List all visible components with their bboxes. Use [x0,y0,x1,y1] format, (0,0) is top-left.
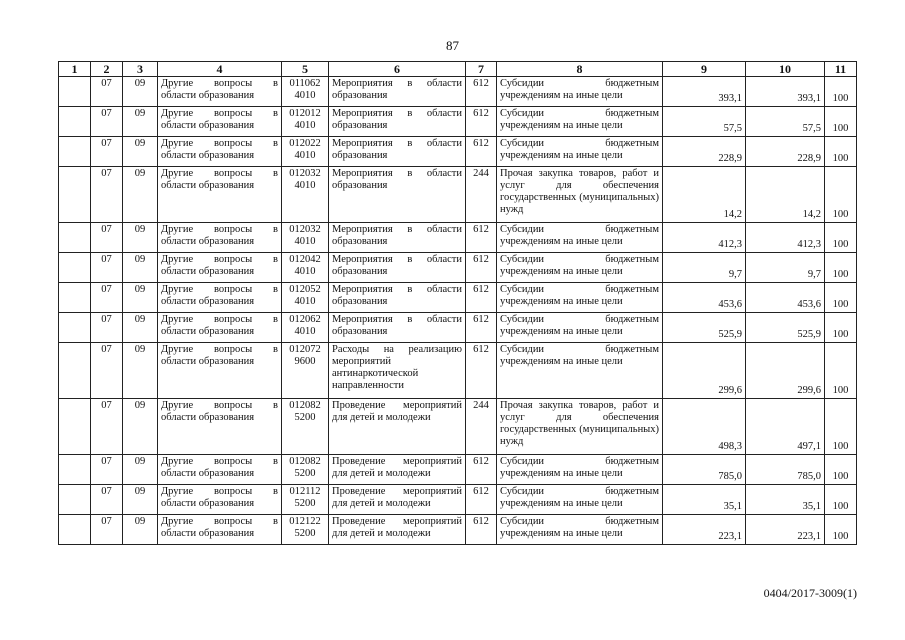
cell-subsection: 09 [123,223,158,253]
cell-subsection: 09 [123,313,158,343]
table-row [59,107,857,137]
column-header-4: 4 [158,62,282,77]
cell-executed: 412,3 [746,223,825,253]
cell-expense-type: 244 [466,399,497,455]
table-row [59,399,857,455]
cell-planned: 57,5 [663,107,746,137]
cell-executed: 299,6 [746,343,825,399]
cell-percent: 100 [825,167,857,223]
column-header-3: 3 [123,62,158,77]
cell-subsection: 09 [123,485,158,515]
cell-planned: 785,0 [663,455,746,485]
cell-target-article: 012012 4010 [282,107,329,137]
table-row [59,137,857,167]
cell-planned: 228,9 [663,137,746,167]
cell-expense-type-name: Субсидии бюджетным учреждениям на иные цели [497,77,663,107]
cell-expense-type: 612 [466,253,497,283]
cell-col1 [59,515,91,545]
cell-section-name: Другие вопросы в области образования [158,77,282,107]
cell-subsection: 09 [123,343,158,399]
cell-percent: 100 [825,515,857,545]
cell-section: 07 [91,313,123,343]
cell-expense-type-name: Субсидии бюджетным учреждениям на иные цели [497,313,663,343]
cell-target-article: 012042 4010 [282,253,329,283]
cell-expense-type-name: Субсидии бюджетным учреждениям на иные цели [497,137,663,167]
cell-planned: 223,1 [663,515,746,545]
cell-section-name: Другие вопросы в области образования [158,313,282,343]
cell-planned: 525,9 [663,313,746,343]
cell-subsection: 09 [123,137,158,167]
cell-col1 [59,167,91,223]
cell-article-name: Мероприятия в области образования [329,77,466,107]
cell-section: 07 [91,137,123,167]
cell-col1 [59,253,91,283]
cell-executed: 57,5 [746,107,825,137]
cell-article-name: Мероприятия в области образования [329,137,466,167]
document-code: 0404/2017-3009(1) [763,586,857,600]
cell-section: 07 [91,343,123,399]
cell-section: 07 [91,253,123,283]
cell-article-name: Проведение мероприятий для детей и молодежи [329,455,466,485]
cell-planned: 453,6 [663,283,746,313]
cell-subsection: 09 [123,515,158,545]
cell-expense-type: 612 [466,283,497,313]
cell-section-name: Другие вопросы в области образования [158,137,282,167]
column-header-9: 9 [663,62,746,77]
cell-section: 07 [91,485,123,515]
cell-expense-type: 612 [466,223,497,253]
cell-article-name: Мероприятия в области образования [329,223,466,253]
cell-section: 07 [91,167,123,223]
cell-section: 07 [91,515,123,545]
cell-percent: 100 [825,399,857,455]
cell-executed: 393,1 [746,77,825,107]
cell-section-name: Другие вопросы в области образования [158,107,282,137]
cell-section: 07 [91,455,123,485]
cell-section: 07 [91,223,123,253]
page-number: 87 [446,38,459,53]
cell-expense-type: 612 [466,485,497,515]
cell-col1 [59,399,91,455]
cell-expense-type: 612 [466,107,497,137]
cell-subsection: 09 [123,167,158,223]
cell-percent: 100 [825,253,857,283]
header-row [59,62,857,77]
cell-section: 07 [91,399,123,455]
cell-col1 [59,283,91,313]
cell-planned: 9,7 [663,253,746,283]
cell-section-name: Другие вопросы в области образования [158,253,282,283]
cell-section-name: Другие вопросы в области образования [158,399,282,455]
cell-expense-type-name: Субсидии бюджетным учреждениям на иные цели [497,253,663,283]
cell-subsection: 09 [123,399,158,455]
column-header-6: 6 [329,62,466,77]
column-header-11: 11 [825,62,857,77]
cell-expense-type: 612 [466,343,497,399]
cell-executed: 525,9 [746,313,825,343]
cell-percent: 100 [825,485,857,515]
table-row [59,77,857,107]
cell-expense-type-name: Субсидии бюджетным учреждениям на иные цели [497,485,663,515]
cell-target-article: 012022 4010 [282,137,329,167]
cell-expense-type: 612 [466,515,497,545]
cell-article-name: Мероприятия в области образования [329,283,466,313]
cell-percent: 100 [825,107,857,137]
cell-percent: 100 [825,455,857,485]
table-row [59,223,857,253]
table-row [59,343,857,399]
table-body [59,77,857,545]
cell-col1 [59,223,91,253]
cell-expense-type-name: Субсидии бюджетным учреждениям на иные цели [497,515,663,545]
cell-planned: 498,3 [663,399,746,455]
column-header-1: 1 [59,62,91,77]
cell-col1 [59,137,91,167]
column-header-2: 2 [91,62,123,77]
table-row [59,283,857,313]
cell-target-article: 012052 4010 [282,283,329,313]
cell-target-article: 012032 4010 [282,167,329,223]
cell-subsection: 09 [123,107,158,137]
cell-article-name: Мероприятия в области образования [329,107,466,137]
cell-article-name: Расходы на реализацию мероприятий антинаркотической направленности [329,343,466,399]
cell-expense-type: 244 [466,167,497,223]
cell-col1 [59,77,91,107]
cell-section-name: Другие вопросы в области образования [158,283,282,313]
cell-article-name: Проведение мероприятий для детей и молодежи [329,515,466,545]
cell-target-article: 012122 5200 [282,515,329,545]
cell-planned: 14,2 [663,167,746,223]
cell-expense-type-name: Субсидии бюджетным учреждениям на иные цели [497,455,663,485]
cell-executed: 453,6 [746,283,825,313]
cell-expense-type-name: Субсидии бюджетным учреждениям на иные цели [497,283,663,313]
table-row [59,515,857,545]
cell-target-article: 012082 5200 [282,399,329,455]
cell-section: 07 [91,283,123,313]
table-row [59,167,857,223]
cell-expense-type-name: Субсидии бюджетным учреждениям на иные цели [497,107,663,137]
cell-subsection: 09 [123,253,158,283]
cell-target-article: 012032 4010 [282,223,329,253]
cell-section: 07 [91,77,123,107]
cell-executed: 785,0 [746,455,825,485]
cell-planned: 35,1 [663,485,746,515]
cell-percent: 100 [825,283,857,313]
cell-col1 [59,485,91,515]
cell-percent: 100 [825,137,857,167]
cell-executed: 14,2 [746,167,825,223]
column-header-10: 10 [746,62,825,77]
cell-section-name: Другие вопросы в области образования [158,515,282,545]
table-row [59,485,857,515]
cell-expense-type-name: Прочая закупка товаров, работ и услуг для обеспечения государственных (муниципальных) нужд [497,399,663,455]
budget-table [58,61,857,545]
cell-section-name: Другие вопросы в области образования [158,455,282,485]
cell-target-article: 012072 9600 [282,343,329,399]
cell-article-name: Проведение мероприятий для детей и молодежи [329,485,466,515]
cell-subsection: 09 [123,455,158,485]
cell-section-name: Другие вопросы в области образования [158,167,282,223]
cell-expense-type-name: Субсидии бюджетным учреждениям на иные цели [497,223,663,253]
cell-expense-type: 612 [466,313,497,343]
cell-section-name: Другие вопросы в области образования [158,485,282,515]
cell-percent: 100 [825,343,857,399]
cell-target-article: 011062 4010 [282,77,329,107]
column-header-5: 5 [282,62,329,77]
table-row [59,455,857,485]
cell-executed: 497,1 [746,399,825,455]
cell-col1 [59,107,91,137]
cell-section-name: Другие вопросы в области образования [158,223,282,253]
cell-expense-type: 612 [466,137,497,167]
cell-expense-type: 612 [466,77,497,107]
cell-expense-type-name: Прочая закупка товаров, работ и услуг для обеспечения государственных (муниципальных) нужд [497,167,663,223]
cell-target-article: 012112 5200 [282,485,329,515]
cell-subsection: 09 [123,283,158,313]
cell-col1 [59,313,91,343]
cell-article-name: Мероприятия в области образования [329,253,466,283]
cell-percent: 100 [825,313,857,343]
cell-planned: 299,6 [663,343,746,399]
cell-subsection: 09 [123,77,158,107]
cell-target-article: 012062 4010 [282,313,329,343]
cell-expense-type: 612 [466,455,497,485]
cell-expense-type-name: Субсидии бюджетным учреждениям на иные цели [497,343,663,399]
cell-article-name: Мероприятия в области образования [329,313,466,343]
cell-target-article: 012082 5200 [282,455,329,485]
cell-article-name: Мероприятия в области образования [329,167,466,223]
table-row [59,253,857,283]
cell-executed: 223,1 [746,515,825,545]
cell-executed: 35,1 [746,485,825,515]
column-header-8: 8 [497,62,663,77]
cell-planned: 393,1 [663,77,746,107]
table-row [59,313,857,343]
cell-col1 [59,455,91,485]
cell-section: 07 [91,107,123,137]
cell-executed: 228,9 [746,137,825,167]
column-header-7: 7 [466,62,497,77]
cell-section-name: Другие вопросы в области образования [158,343,282,399]
cell-percent: 100 [825,77,857,107]
cell-planned: 412,3 [663,223,746,253]
cell-col1 [59,343,91,399]
cell-article-name: Проведение мероприятий для детей и молодежи [329,399,466,455]
cell-percent: 100 [825,223,857,253]
cell-executed: 9,7 [746,253,825,283]
